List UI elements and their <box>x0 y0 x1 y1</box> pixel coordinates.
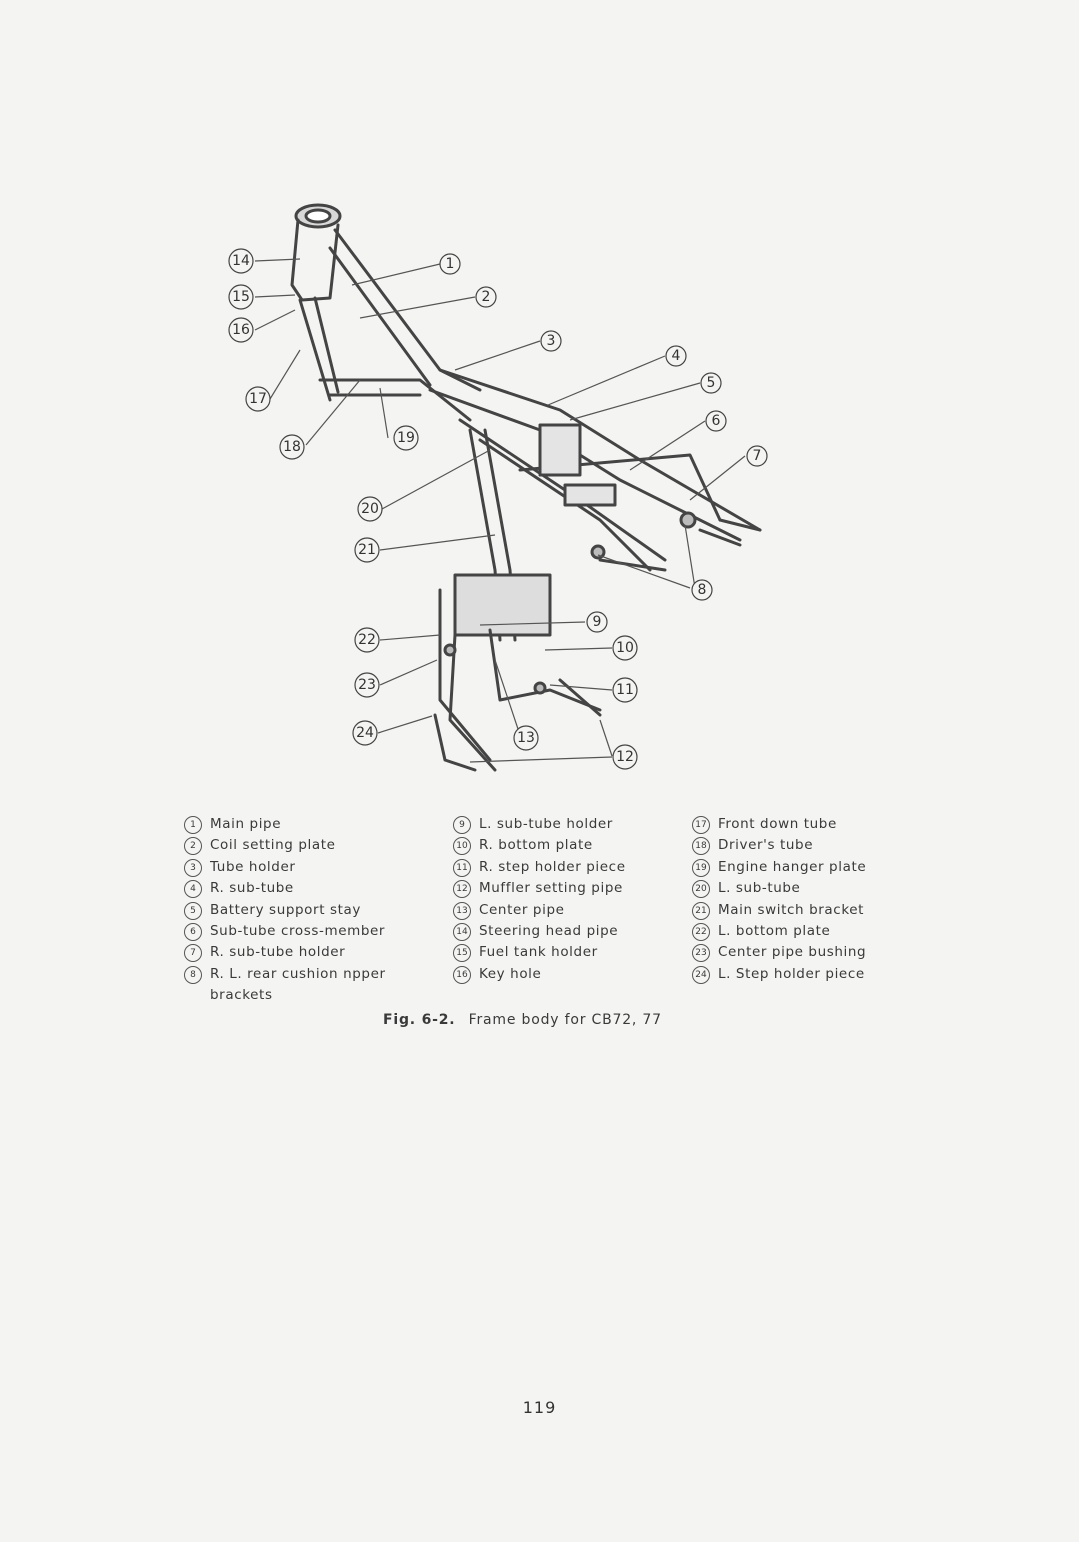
legend-item <box>692 964 866 985</box>
legend-item <box>692 814 866 835</box>
callout-label: 16 <box>232 322 250 338</box>
legend-item <box>184 900 386 921</box>
legend-item <box>184 814 386 835</box>
legend-item-number: 13 <box>453 902 471 920</box>
legend-item-number: 18 <box>692 837 710 855</box>
callout-label: 15 <box>232 289 250 305</box>
callout-label: 6 <box>711 413 721 429</box>
legend-item-number: 7 <box>184 944 202 962</box>
legend-item <box>692 900 866 921</box>
callout-label: 22 <box>358 632 376 648</box>
callout-label: 23 <box>358 677 376 693</box>
legend-item <box>453 921 626 942</box>
legend-item-number: 1 <box>184 816 202 834</box>
legend-item <box>184 835 386 856</box>
legend-column-1 <box>184 814 386 1007</box>
callout-label: 10 <box>616 640 634 656</box>
callout-label: 24 <box>356 725 374 741</box>
callout-label: 21 <box>358 542 376 558</box>
legend-item-number: 5 <box>184 902 202 920</box>
legend-item-label: Engine hanger plate <box>718 858 867 875</box>
callout-label: 14 <box>232 253 250 269</box>
legend-item-label: Tube holder <box>210 858 296 875</box>
legend-item <box>184 964 386 985</box>
legend-item-label: L. Step holder piece <box>718 965 865 982</box>
legend-item-number: 22 <box>692 923 710 941</box>
legend-item-number: 21 <box>692 902 710 920</box>
callout-label: 7 <box>752 448 762 464</box>
callout-label: 1 <box>445 256 455 272</box>
legend-item-number: 20 <box>692 880 710 898</box>
legend-item <box>692 835 866 856</box>
legend-item-label: L. bottom plate <box>718 923 831 940</box>
legend-item-number: 4 <box>184 880 202 898</box>
callout-label: 12 <box>616 749 634 765</box>
legend-item <box>692 857 866 878</box>
legend-item-label: Sub-tube cross-member <box>210 923 386 940</box>
legend-item-number: 9 <box>453 816 471 834</box>
callout-label: 8 <box>697 582 707 598</box>
callout-label: 17 <box>249 391 267 407</box>
legend-item-number: 2 <box>184 837 202 855</box>
legend-item <box>453 942 626 963</box>
callout-label: 9 <box>592 614 602 630</box>
legend-item-label: R. sub-tube holder <box>210 944 346 961</box>
callout-label: 4 <box>671 348 681 364</box>
legend-item <box>184 921 386 942</box>
legend-item <box>692 878 866 899</box>
legend-item-label: R. step holder piece <box>479 858 626 875</box>
legend-item-label: Fuel tank holder <box>479 944 598 961</box>
legend-item <box>453 835 626 856</box>
legend-item-number: 14 <box>453 923 471 941</box>
legend-item-label: Coil setting plate <box>210 837 336 854</box>
callout-label: 11 <box>616 682 634 698</box>
legend-column-2 <box>453 814 626 985</box>
legend-item <box>453 964 626 985</box>
legend-item-number: 12 <box>453 880 471 898</box>
legend-column-3 <box>692 814 866 985</box>
legend-item-label: L. sub-tube <box>718 880 801 897</box>
legend-item <box>453 857 626 878</box>
figure-label: Fig. 6-2. <box>383 1012 456 1028</box>
legend-item-number: 6 <box>184 923 202 941</box>
callout-label: 19 <box>397 430 415 446</box>
legend-item-label: Muffler setting pipe <box>479 880 623 897</box>
legend-item-number: 23 <box>692 944 710 962</box>
legend-item <box>184 857 386 878</box>
legend-item-number: 16 <box>453 966 471 984</box>
figure-caption <box>383 1012 662 1028</box>
legend-item-label: Center pipe bushing <box>718 944 867 961</box>
callout-labels <box>232 253 761 765</box>
legend-item-number: 24 <box>692 966 710 984</box>
page-number: 119 <box>522 1398 557 1417</box>
legend-item-number: 10 <box>453 837 471 855</box>
legend-item <box>184 942 386 963</box>
callout-label: 20 <box>361 501 379 517</box>
legend-item-continuation: brackets <box>210 987 273 1004</box>
legend-item-label: R. L. rear cushion npper <box>210 965 386 982</box>
callout-label: 3 <box>546 333 556 349</box>
legend-item <box>184 878 386 899</box>
callout-label: 13 <box>517 730 535 746</box>
legend-item-label: Main switch bracket <box>718 901 865 918</box>
legend-item-label: Key hole <box>479 965 542 982</box>
figure-caption-text: Frame body for CB72, 77 <box>468 1012 662 1028</box>
legend-item-label: R. bottom plate <box>479 837 593 854</box>
legend-item-number: 17 <box>692 816 710 834</box>
legend-item <box>453 878 626 899</box>
legend-item-label: L. sub-tube holder <box>479 816 613 832</box>
legend-item-label: R. sub-tube <box>210 880 294 897</box>
legend-item <box>453 900 626 921</box>
legend-item-label: Center pipe <box>479 901 565 918</box>
legend-item-number: 8 <box>184 966 202 984</box>
legend-item-label: Front down tube <box>718 816 837 832</box>
legend-item <box>453 814 626 835</box>
legend-item-number: 15 <box>453 944 471 962</box>
legend-item-label: Battery support stay <box>210 901 361 918</box>
legend-item-label: Steering head pipe <box>479 923 619 940</box>
legend-item-number: 19 <box>692 859 710 877</box>
legend-item <box>692 942 866 963</box>
callout-label: 5 <box>706 375 716 391</box>
legend-item-label: Main pipe <box>210 816 282 832</box>
callout-label: 18 <box>283 439 301 455</box>
legend-item-label: Driver's tube <box>718 837 814 854</box>
callout-label: 2 <box>481 289 491 305</box>
legend-item-number: 3 <box>184 859 202 877</box>
legend-item <box>692 921 866 942</box>
legend-item-number: 11 <box>453 859 471 877</box>
